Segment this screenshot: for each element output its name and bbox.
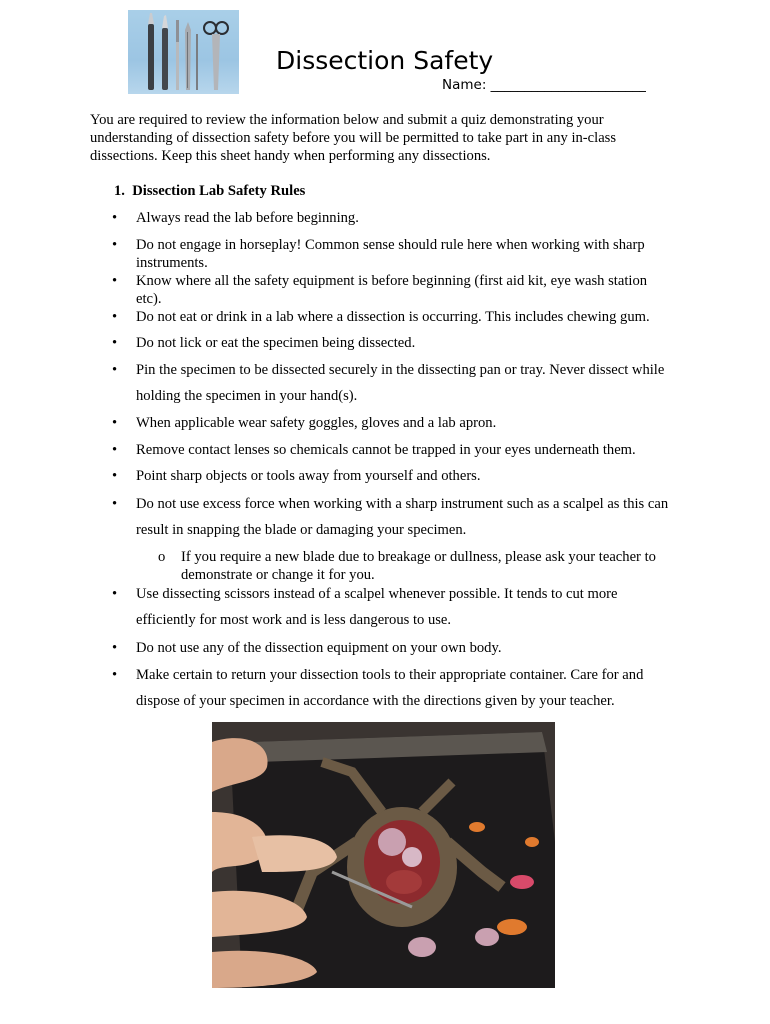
bullet: • <box>112 415 118 431</box>
rule-text: Do not use excess force when working with a sharp instrument such as a scalpel as this can result in snapping the blade or damaging your specimen. <box>136 496 669 538</box>
bullet: • <box>112 237 118 253</box>
bullet: • <box>112 442 118 458</box>
dissection-tools-illustration <box>128 10 239 94</box>
bullet: • <box>112 335 118 351</box>
bullet: • <box>112 667 118 683</box>
bullet: • <box>112 468 118 484</box>
rule-text: Do not eat or drink in a lab where a dissection is occurring. This includes chewing gum. <box>136 309 650 325</box>
rule-text: Do not use any of the dissection equipment on your own body. <box>136 640 502 656</box>
frog-dissection-image <box>212 722 555 988</box>
rule-text: Make certain to return your dissection tools to their appropriate container. Care for and dispose of your specimen in accordance with the directions given by your teacher. <box>136 667 644 709</box>
bullet: • <box>112 273 118 289</box>
rule-text: When applicable wear safety goggles, gloves and a lab apron. <box>136 415 497 431</box>
bullet: • <box>112 586 118 602</box>
section-heading-text: Dissection Lab Safety Rules <box>132 183 306 199</box>
rule-text: Point sharp objects or tools away from yourself and others. <box>136 468 481 484</box>
sub-rule-text: If you require a new blade due to breakage or dullness, please ask your teacher to demonstrate or change it for you. <box>181 549 656 583</box>
page-title: Dissection Safety <box>276 46 494 75</box>
rule-text: Remove contact lenses so chemicals cannot be trapped in your eyes underneath them. <box>136 442 636 458</box>
rule-text: Pin the specimen to be dissected securely in the dissecting pan or tray. Never dissect while holding the specimen in your hand(s). <box>136 362 665 404</box>
name-field-label: Name: _______________________ <box>442 77 646 93</box>
bullet: • <box>112 640 118 656</box>
frog-dissection-illustration <box>212 722 555 988</box>
rule-text: Always read the lab before beginning. <box>136 210 359 226</box>
intro-paragraph: You are required to review the information below and submit a quiz demonstrating your understanding of dissection safety before you will be permitted to take part in any in-class dissections. Keep this sheet handy when performing any dissections. <box>90 112 617 164</box>
rule-text: Know where all the safety equipment is before beginning (first aid kit, eye wash station etc). <box>136 273 648 307</box>
rule-text: Do not lick or eat the specimen being dissected. <box>136 335 416 351</box>
bullet: • <box>112 210 118 226</box>
dissection-tools-image <box>128 10 239 94</box>
rule-text: Use dissecting scissors instead of a scalpel whenever possible. It tends to cut more efficiently for most work and is less dangerous to use. <box>136 586 618 628</box>
section-number: 1. <box>114 183 125 199</box>
bullet: • <box>112 362 118 378</box>
rule-text: Do not engage in horseplay! Common sense should rule here when working with sharp instruments. <box>136 237 645 271</box>
bullet: • <box>112 496 118 512</box>
section-heading <box>114 182 305 200</box>
bullet: • <box>112 309 118 325</box>
sub-bullet: o <box>158 549 166 565</box>
